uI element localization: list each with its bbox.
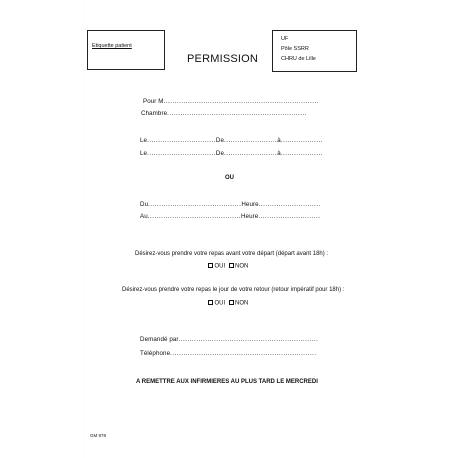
le-label-2: Le [140, 150, 148, 157]
ou-separator: OU [225, 175, 234, 181]
date-row-2[interactable]: Le...............................De........................à................... [140, 150, 323, 157]
du-label: Du [140, 201, 149, 208]
heure-label-2: Heure [240, 213, 259, 220]
oui-label-2: OUI [214, 300, 226, 307]
pour-label: Pour M [143, 98, 164, 105]
a-label-2: à [277, 150, 281, 157]
meal-question-before-departure: Désirez-vous prendre votre repas avant votre départ (départ avant 18h) : [135, 251, 329, 257]
service-uf: UF [281, 36, 289, 42]
de-label-2: De [215, 150, 225, 157]
service-chru: CHRU de Lille [281, 56, 316, 62]
au-row[interactable]: Au..........................................Heure............................ [140, 213, 321, 220]
non-checkbox-1[interactable] [229, 263, 234, 268]
chambre-field[interactable]: Chambre............................................................... [141, 110, 307, 117]
chambre-label: Chambre [141, 110, 168, 117]
non-checkbox-2[interactable] [229, 300, 234, 305]
service-box [272, 30, 357, 72]
non-label-2: NON [235, 300, 249, 307]
demande-label: Demandé par [140, 336, 179, 343]
telephone-field[interactable]: Téléphone.................................................................. [140, 350, 317, 357]
question1-options [208, 263, 248, 270]
de-label-1: De [215, 137, 225, 144]
footer-instruction: A REMETTRE AUX INFIRMIERES AU PLUS TARD LE MERCREDI [136, 379, 318, 385]
service-pole: Pôle SSRR [281, 46, 309, 52]
permission-form-page [84, 0, 370, 458]
telephone-label: Téléphone [140, 350, 171, 357]
non-label-1: NON [235, 263, 249, 270]
pour-field[interactable]: Pour M...................................................................... [143, 98, 319, 105]
form-code: GM 878 [90, 433, 107, 438]
oui-label-1: OUI [214, 263, 226, 270]
page-title: PERMISSION [187, 53, 259, 65]
patient-label-text: Etiquette patient [92, 43, 132, 49]
au-label: Au [140, 213, 148, 220]
le-label-1: Le [140, 137, 148, 144]
meal-question-return-day: Désirez-vous prendre votre repas le jour de votre retour (retour impératif pour 18h) : [122, 287, 345, 293]
date-row-1[interactable]: Le...............................De........................à................... [140, 137, 323, 144]
oui-checkbox-1[interactable] [208, 263, 213, 268]
heure-label-1: Heure [241, 201, 259, 208]
a-label-1: à [277, 137, 281, 144]
demande-field[interactable]: Demandé par............................................................... [140, 336, 319, 343]
question2-options [208, 300, 248, 307]
oui-checkbox-2[interactable] [208, 300, 213, 305]
patient-label-box [87, 30, 165, 70]
du-row[interactable]: Du..........................................Heure............................ [140, 201, 321, 208]
